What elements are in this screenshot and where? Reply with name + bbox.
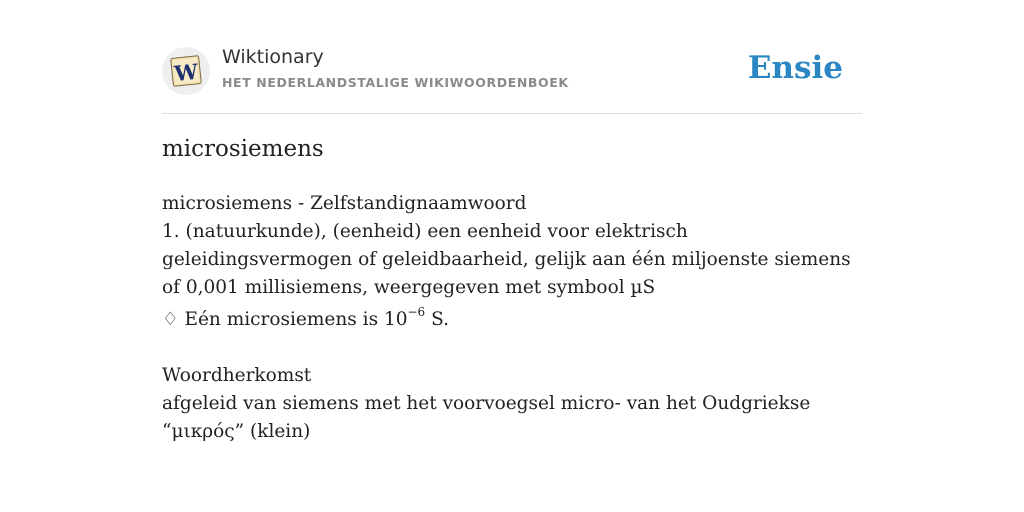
ensie-brand-logo[interactable]: Ensie xyxy=(747,50,843,86)
definition-text: 1. (natuurkunde), (eenheid) een eenheid voor elektrisch geleidingsvermogen of geleidbaarheid, gelijk aan één miljoenste siemens of 0,001 millisiemens, weergegeven met symbool µS xyxy=(162,221,851,298)
wiktionary-logo-icon[interactable] xyxy=(162,47,210,95)
example-exponent: −6 xyxy=(407,304,426,319)
site-tagline: HET NEDERLANDSTALIGE WIKIWOORDENBOEK xyxy=(222,75,569,90)
entry-card xyxy=(162,0,862,442)
etymology-text: afgeleid van siemens met het voorvoegsel micro- van het Oudgriekse “μικρός” (klein) xyxy=(162,393,811,442)
section-spacer xyxy=(162,334,862,362)
site-name[interactable]: Wiktionary xyxy=(222,46,324,68)
etymology-heading: Woordherkomst xyxy=(162,365,312,386)
entry-body xyxy=(162,190,862,446)
example-suffix: S. xyxy=(425,309,449,330)
example-prefix: ♢ Eén microsiemens is 10 xyxy=(162,309,408,330)
example-sentence xyxy=(162,306,862,334)
site-header xyxy=(162,0,862,114)
part-of-speech-line: microsiemens - Zelfstandignaamwoord xyxy=(162,193,527,214)
logo-letter: W xyxy=(173,58,200,87)
page-title: microsiemens xyxy=(162,136,324,162)
